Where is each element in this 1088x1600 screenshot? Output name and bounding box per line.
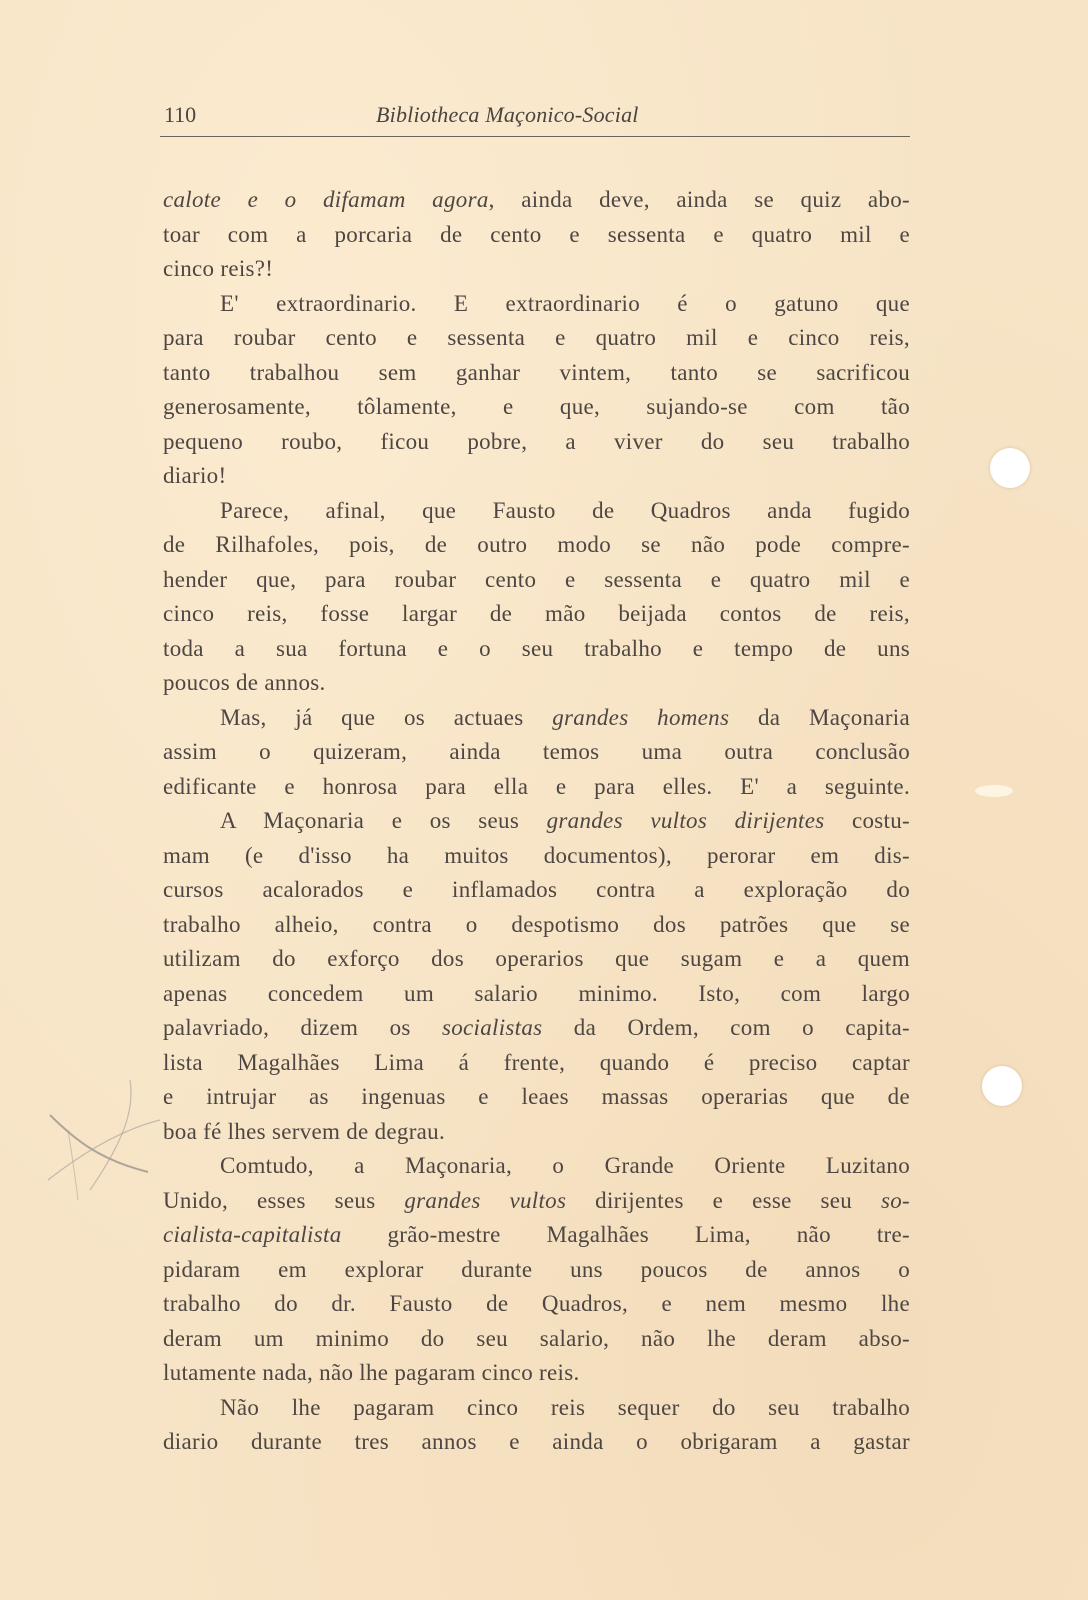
text-segment: trabalho alheio, contra o despotismo dos patrões que se [163, 911, 910, 937]
text-segment: A Maçonaria e os seus [220, 808, 547, 833]
text-line [163, 666, 910, 701]
paper-stain [975, 785, 1013, 797]
text-segment: pequeno roubo, ficou pobre, a viver do seu trabalho [163, 428, 910, 454]
header-rule [160, 136, 910, 137]
text-segment: da Ordem, com o capita- [542, 1015, 910, 1040]
text-segment: toar com a porcaria de cento e sessenta e quatro mil e [163, 221, 910, 247]
text-line [163, 1322, 910, 1357]
text-segment: grão-mestre Magalhães Lima, não tre- [341, 1222, 910, 1247]
italic-text: so- [881, 1187, 911, 1213]
text-segment: utilizam do exforço dos operarios que sugam e a quem [163, 946, 910, 971]
text-line [163, 1011, 910, 1046]
text-segment: E' extraordinario. E extraordinario é o gatuno que [220, 290, 910, 316]
text-segment: assim o quizeram, ainda temos uma outra conclusão [163, 739, 910, 764]
text-segment: hender que, para roubar cento e sessenta e quatro mil e [163, 566, 910, 592]
text-line [163, 425, 910, 460]
text-segment: diario durante tres annos e ainda o obrigaram a gastar [163, 1429, 910, 1454]
text-line [163, 1149, 910, 1184]
text-segment: Parece, afinal, que Fausto de Quadros anda fugido [220, 497, 910, 523]
text-line [163, 804, 910, 839]
text-segment: cinco reis, fosse largar de mão beijada contos de reis, [163, 601, 910, 626]
text-line [163, 735, 910, 770]
italic-text: cialista-capitalista [163, 1222, 342, 1247]
text-line [163, 1115, 910, 1150]
text-segment: e intrujar as ingenuas e leaes massas operarias que de [163, 1084, 910, 1109]
text-line [163, 183, 910, 218]
text-segment: apenas concedem um salario minimo. Isto, com largo [163, 980, 910, 1006]
running-title: Bibliotheca Maçonico-Social [376, 102, 639, 127]
text-line [163, 1253, 910, 1288]
text-line [163, 873, 910, 908]
text-segment: dirijentes e esse seu [566, 1187, 881, 1213]
text-line [163, 1218, 910, 1253]
text-line [163, 1287, 910, 1322]
text-segment: toda a sua fortuna e o seu trabalho e tempo de uns [163, 635, 910, 661]
text-segment: pidaram em explorar durante uns poucos de annos o [163, 1256, 910, 1282]
italic-text: calote e o difamam agora [163, 187, 489, 212]
text-segment: tanto trabalhou sem ganhar vintem, tanto se sacrificou [163, 359, 910, 385]
text-segment: da Maçonaria [729, 704, 910, 730]
text-segment: Não lhe pagaram cinco reis sequer do seu trabalho [220, 1394, 910, 1420]
text-segment: deram um minimo do seu salario, não lhe deram abso- [163, 1325, 910, 1351]
page-number: 110 [164, 102, 197, 127]
text-line [163, 1425, 910, 1460]
text-segment: generosamente, tôlamente, e que, sujando-se com tão [163, 394, 910, 419]
text-line [163, 287, 910, 322]
text-line [163, 1046, 910, 1081]
text-segment: Mas, já que os actuaes [220, 704, 553, 730]
body-text [163, 183, 910, 1460]
text-line [163, 494, 910, 529]
text-line [163, 839, 910, 874]
punch-hole [990, 448, 1030, 488]
text-segment: lista Magalhães Lima á frente, quando é preciso captar [163, 1049, 910, 1075]
text-line [163, 528, 910, 563]
text-segment: costu- [824, 808, 910, 833]
italic-text: grandes vultos dirijentes [546, 808, 825, 833]
text-line [163, 218, 910, 253]
italic-text: socialistas [442, 1015, 543, 1040]
punch-hole [982, 1066, 1022, 1106]
text-segment: cinco reis?! [163, 256, 274, 281]
text-segment: para roubar cento e sessenta e quatro mil e cinco reis, [163, 325, 910, 350]
text-line [163, 977, 910, 1012]
text-line [163, 632, 910, 667]
text-line [163, 1184, 910, 1219]
pencil-mark-icon [30, 1080, 170, 1200]
text-segment: mam (e d'isso ha muitos documentos), perorar em dis- [163, 842, 910, 868]
text-line [163, 252, 910, 287]
text-segment: , ainda deve, ainda se quiz abo- [488, 187, 910, 212]
text-line [163, 770, 910, 805]
italic-text: grandes homens [552, 704, 730, 730]
text-line [163, 459, 910, 494]
page-header [160, 100, 910, 134]
text-line [163, 1391, 910, 1426]
text-segment: trabalho do dr. Fausto de Quadros, e nem mesmo lhe [163, 1291, 910, 1316]
text-line [163, 390, 910, 425]
text-line [163, 321, 910, 356]
text-segment: lutamente nada, não lhe pagaram cinco reis. [163, 1360, 580, 1385]
text-line [163, 1356, 910, 1391]
text-segment: cursos acalorados e inflamados contra a exploração do [163, 877, 910, 902]
text-segment: edificante e honrosa para ella e para elles. E' a seguinte. [163, 773, 910, 799]
text-line [163, 908, 910, 943]
text-line [163, 942, 910, 977]
text-segment: diario! [163, 463, 227, 488]
text-segment: Comtudo, a Maçonaria, o Grande Oriente Luzitano [220, 1153, 910, 1178]
italic-text: grandes vultos [404, 1187, 567, 1213]
text-line [163, 1080, 910, 1115]
text-segment: de Rilhafoles, pois, de outro modo se não pode compre- [163, 532, 910, 557]
text-segment: poucos de annos. [163, 670, 326, 695]
text-line [163, 701, 910, 736]
text-line [163, 563, 910, 598]
text-segment: boa fé lhes servem de degrau. [163, 1118, 446, 1144]
text-segment: Unido, esses seus [163, 1187, 405, 1213]
text-line [163, 597, 910, 632]
text-segment: palavriado, dizem os [163, 1015, 442, 1040]
text-line [163, 356, 910, 391]
